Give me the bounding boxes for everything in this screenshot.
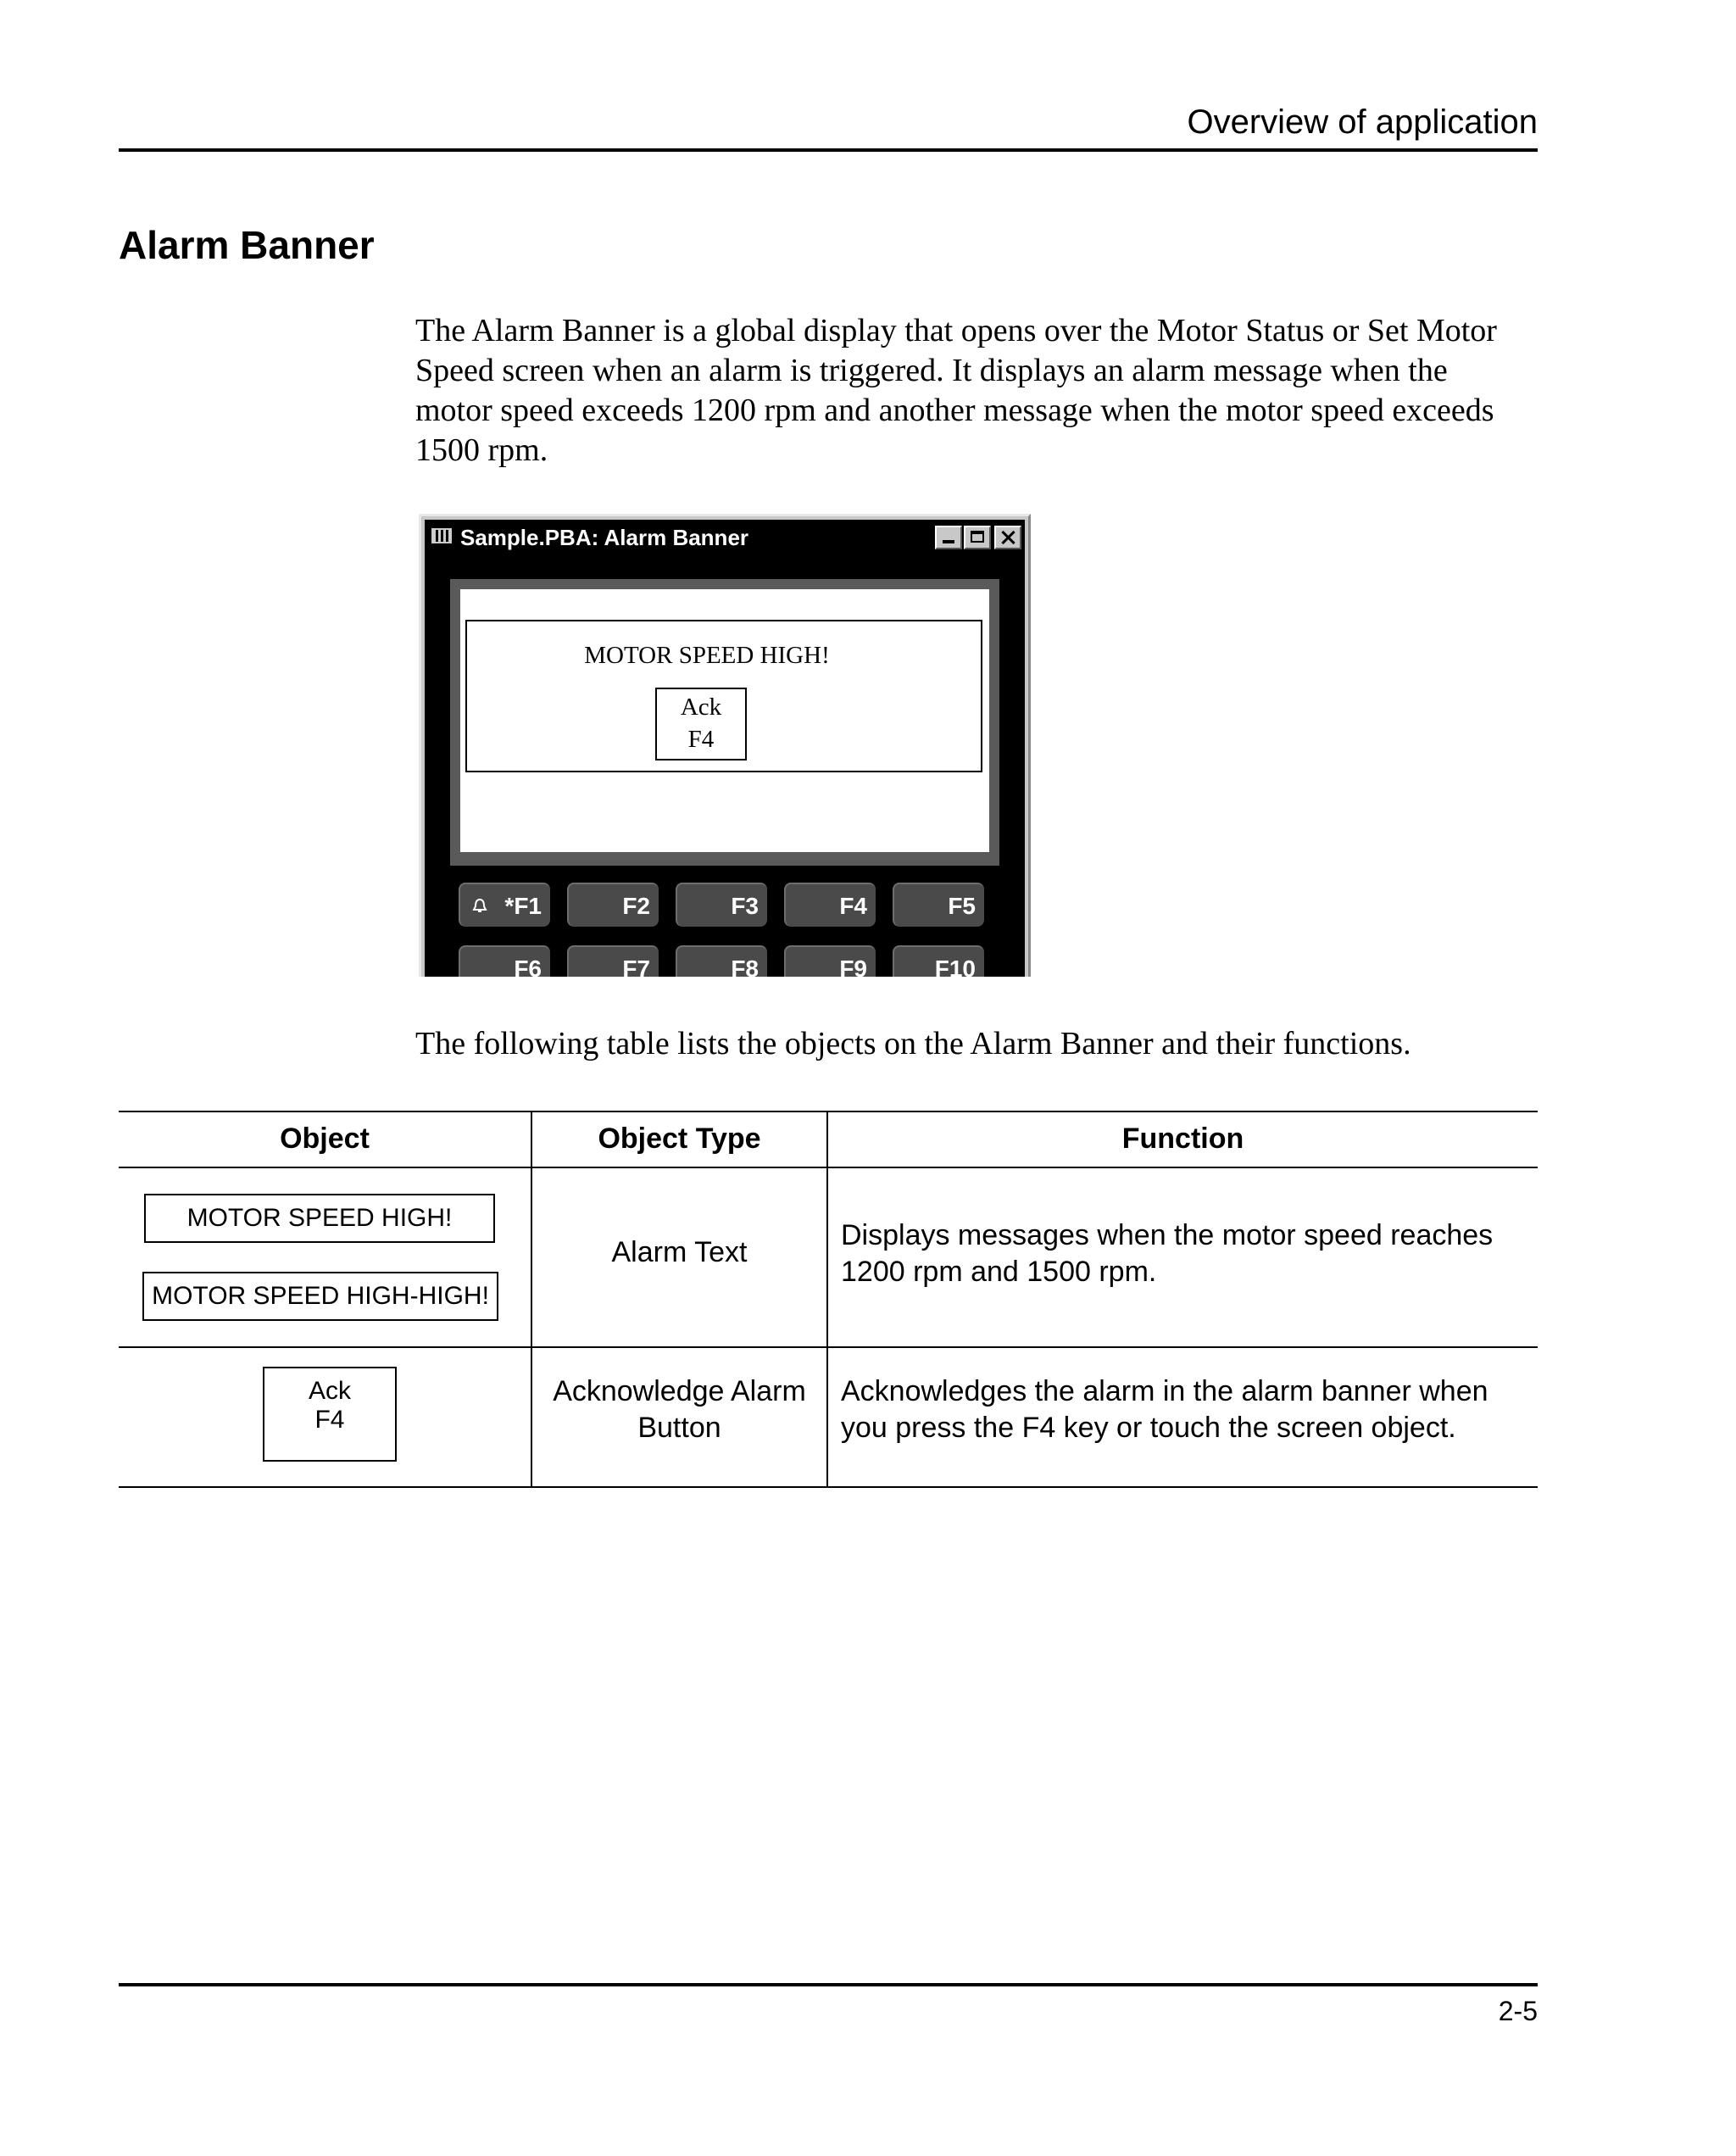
f7-key[interactable]: [567, 945, 659, 977]
page-number: 2-5: [1498, 1996, 1538, 2026]
header-rule: [119, 148, 1538, 152]
object-type-cell: [532, 1373, 826, 1446]
maximize-button[interactable]: [964, 526, 991, 549]
f10-key-label: F10: [934, 955, 976, 977]
ack-label: Ack: [680, 694, 722, 721]
function-cell: [841, 1217, 1536, 1290]
table-rule: [119, 1486, 1538, 1488]
window-title: Sample.PBA: Alarm Banner: [460, 525, 749, 550]
table-intro: The following table lists the objects on the Alarm Banner and their functions.: [415, 1026, 1411, 1061]
ack-button[interactable]: [655, 688, 747, 760]
f9-key-label: F9: [839, 955, 867, 977]
object-type-line: Button: [637, 1412, 721, 1444]
f2-key[interactable]: [567, 883, 659, 927]
f8-key[interactable]: [676, 945, 767, 977]
function-line: Displays messages when the motor speed reaches: [841, 1219, 1494, 1251]
f6-key-label: F6: [514, 955, 542, 977]
f5-key-label: F5: [948, 893, 976, 919]
intro-line: motor speed exceeds 1200 rpm and another message when the motor speed exceeds: [415, 393, 1494, 428]
f10-key[interactable]: [893, 945, 984, 977]
ack-key-label: F4: [687, 726, 715, 753]
header-object-type: Object Type: [598, 1123, 761, 1155]
function-line: you press the F4 key or touch the screen object.: [841, 1412, 1456, 1444]
f6-key[interactable]: [459, 945, 550, 977]
bell-icon: [472, 898, 487, 913]
object-type-line: Acknowledge Alarm: [553, 1375, 806, 1407]
f4-key[interactable]: [784, 883, 876, 927]
table-rule: [119, 1346, 1538, 1348]
f7-key-label: F7: [622, 955, 650, 977]
alarm-banner: [465, 620, 982, 772]
terminal-body: [425, 554, 1025, 977]
f3-key-label: F3: [731, 893, 759, 919]
intro-paragraph: [415, 311, 1543, 471]
f1-key[interactable]: [459, 883, 550, 927]
table-rule: [119, 1167, 1538, 1168]
ack-object-key: F4: [314, 1406, 345, 1434]
intro-line: Speed screen when an alarm is triggered. It displays an alarm message when the: [415, 353, 1448, 388]
f9-key[interactable]: [784, 945, 876, 977]
object-ack-button: [263, 1367, 397, 1462]
alarm-text: MOTOR SPEED HIGH!: [584, 642, 830, 669]
alarm-banner-window: [419, 514, 1031, 977]
f5-key[interactable]: [893, 883, 984, 927]
header-object: Object: [280, 1123, 370, 1155]
f1-key-label: *F1: [504, 893, 542, 919]
object-type-cell: Alarm Text: [611, 1236, 748, 1268]
f4-key-label: F4: [839, 893, 867, 919]
function-cell: [841, 1373, 1536, 1446]
f8-key-label: F8: [731, 955, 759, 977]
terminal-screen: [460, 589, 989, 852]
object-alarm-text-high-high: MOTOR SPEED HIGH-HIGH!: [142, 1272, 498, 1321]
header-function: Function: [1121, 1123, 1244, 1155]
intro-line: The Alarm Banner is a global display that opens over the Motor Status or Set Motor: [415, 313, 1497, 348]
screen-bezel: [450, 579, 999, 866]
function-line: Acknowledges the alarm in the alarm banner when: [841, 1375, 1488, 1407]
minimize-button[interactable]: [935, 526, 962, 549]
f3-key[interactable]: [676, 883, 767, 927]
section-title: Alarm Banner: [119, 223, 375, 267]
app-icon[interactable]: [431, 528, 452, 543]
ack-object-label: Ack: [308, 1377, 351, 1405]
window-titlebar[interactable]: [425, 520, 1025, 554]
footer-rule: [119, 1983, 1538, 1986]
intro-line: 1500 rpm.: [415, 432, 548, 468]
function-line: 1200 rpm and 1500 rpm.: [841, 1256, 1157, 1288]
running-header: Overview of application: [1187, 103, 1538, 141]
object-alarm-text-high: MOTOR SPEED HIGH!: [144, 1194, 495, 1243]
f2-key-label: F2: [622, 893, 650, 919]
close-button[interactable]: [994, 526, 1021, 549]
column-divider: [826, 1111, 828, 1488]
